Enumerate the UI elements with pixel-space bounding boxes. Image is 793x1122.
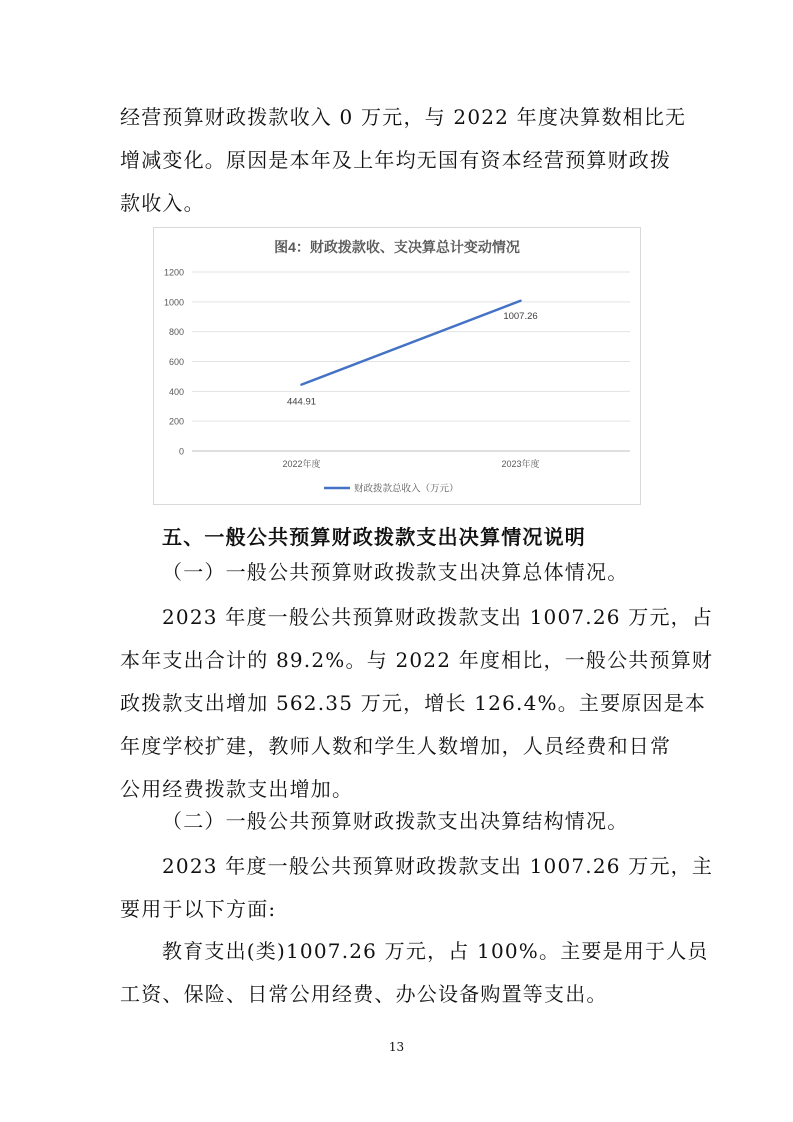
legend-label: 财政拨款总收入（万元） <box>354 483 459 495</box>
chart-figure-4 <box>153 227 641 505</box>
sub2-line-2: 要用于以下方面: <box>120 897 277 921</box>
data-label: 1007.26 <box>503 310 538 322</box>
y-tick-label: 600 <box>168 357 184 367</box>
sub1-line-4: 年度学校扩建，教师人数和学生人数增加，人员经费和日常 <box>120 734 672 758</box>
subsection-2-detail <box>120 930 709 1016</box>
subsection-1-title: （一）一般公共预算财政拨款支出决算总体情况。 <box>162 560 629 584</box>
y-tick-label: 800 <box>168 327 184 338</box>
y-tick-label: 400 <box>168 386 184 397</box>
subsection-2-paragraph <box>120 845 714 931</box>
intro-line-2: 增减变化。原因是本年及上年均无国有资本经营预算财政拨 <box>120 148 672 172</box>
y-tick-label: 1000 <box>163 297 184 308</box>
line-chart <box>154 228 640 504</box>
y-tick-label: 0 <box>178 446 184 457</box>
series-line <box>302 301 521 385</box>
y-tick-label: 1200 <box>163 267 184 278</box>
sub1-line-1: 2023 年度一般公共预算财政拨款支出 1007.26 万元，占 <box>162 605 714 629</box>
section-heading: 五、一般公共预算财政拨款支出决算情况说明 <box>162 525 586 549</box>
sub1-line-5: 公用经费拨款支出增加。 <box>120 777 354 801</box>
sub1-line-3: 政拨款支出增加 562.35 万元，增长 126.4%。主要原因是本 <box>120 691 707 715</box>
intro-line-1: 经营预算财政拨款收入 0 万元，与 2022 年度决算数相比无 <box>120 105 687 129</box>
page-number: 13 <box>388 1040 405 1054</box>
y-tick-label: 200 <box>168 416 184 427</box>
intro-paragraph <box>120 96 687 225</box>
sub1-line-2: 本年支出合计的 89.2%。与 2022 年度相比，一般公共预算财 <box>120 648 714 672</box>
detail-line-2: 工资、保险、日常公用经费、办公设备购置等支出。 <box>120 982 608 1006</box>
detail-line-1: 教育支出(类)1007.26 万元，占 100%。主要是用于人员 <box>162 939 709 963</box>
chart-title: 图4：财政拨款收、支决算总计变动情况 <box>274 239 520 255</box>
sub2-line-1: 2023 年度一般公共预算财政拨款支出 1007.26 万元，主 <box>162 854 714 878</box>
data-label: 444.91 <box>286 396 317 408</box>
intro-line-3: 款收入。 <box>120 191 205 215</box>
subsection-2-title: （二）一般公共预算财政拨款支出决算结构情况。 <box>162 809 629 833</box>
x-tick-label: 2022年度 <box>282 459 321 469</box>
subsection-1-paragraph <box>120 596 714 811</box>
x-tick-label: 2023年度 <box>501 459 540 469</box>
